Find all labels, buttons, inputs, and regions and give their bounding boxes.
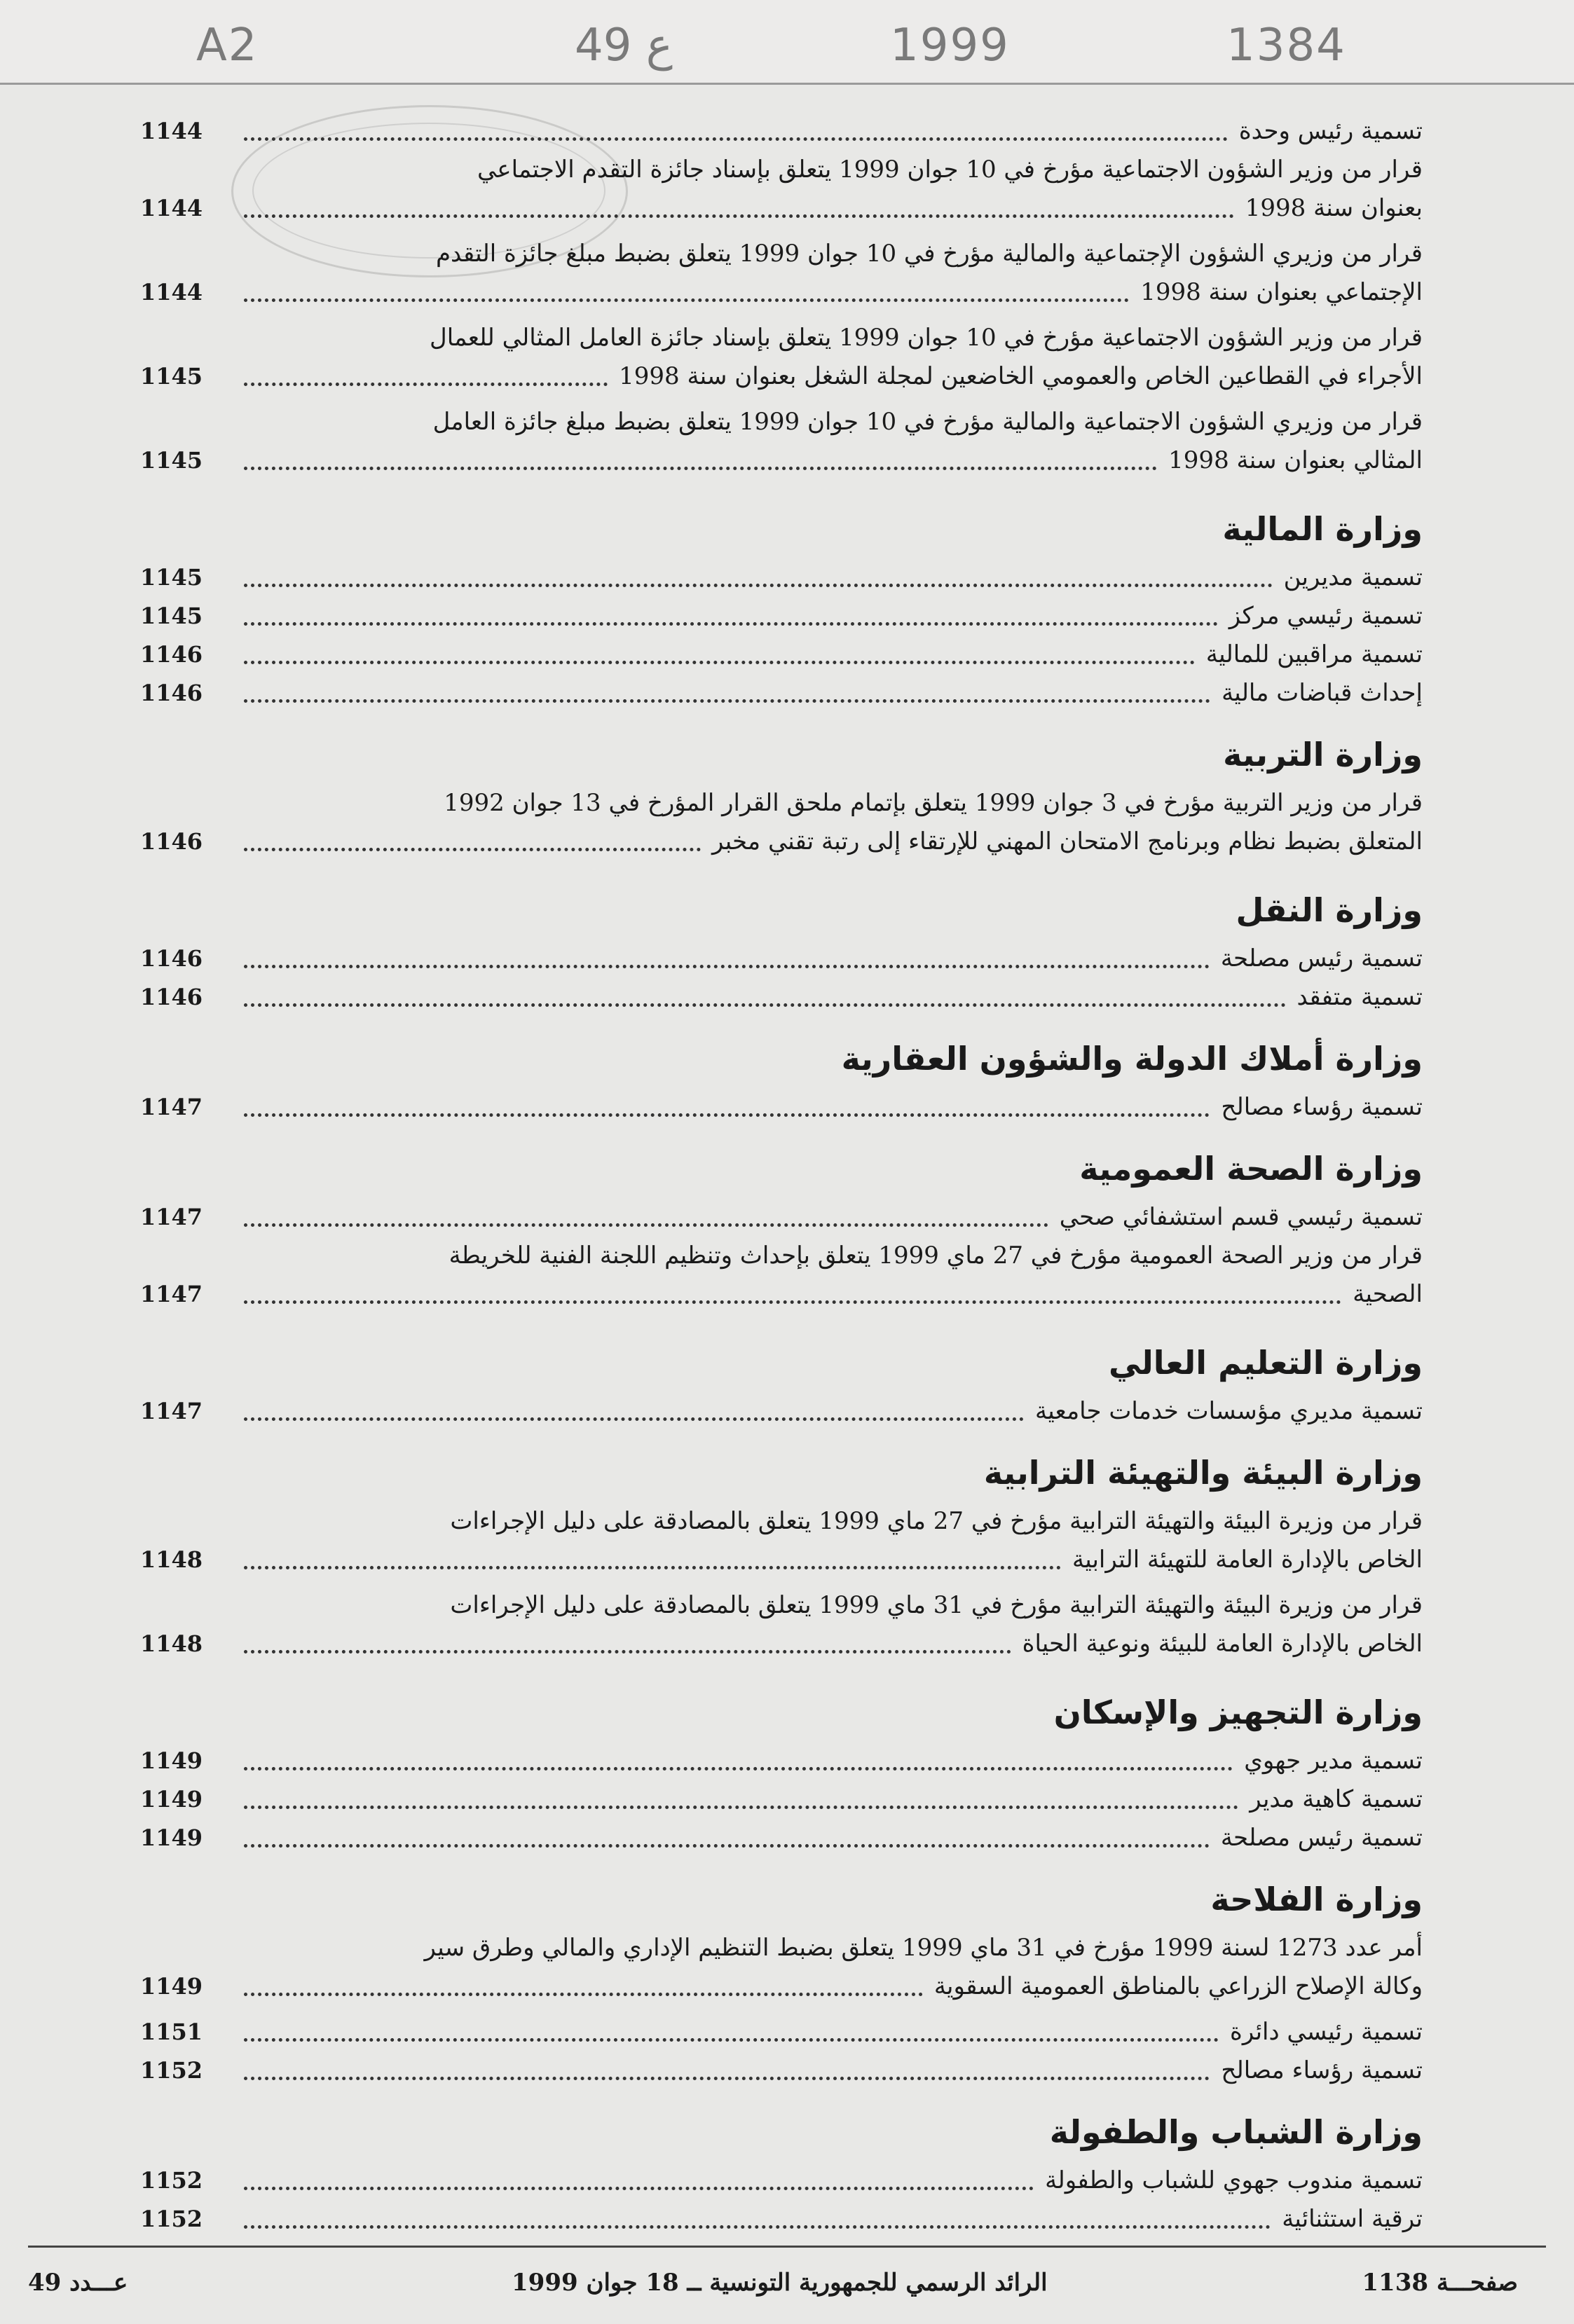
entry-line: [238, 1541, 1423, 1579]
dot-leader: [244, 1844, 1210, 1848]
toc-section: [140, 1038, 1423, 1127]
toc-entry: [140, 2161, 1423, 2200]
toc-entry: [140, 403, 1423, 480]
entry-line-text: تسمية رئيس مصلحة: [1220, 944, 1423, 972]
toc-section: [140, 734, 1423, 868]
entry-spacer: [140, 480, 1423, 487]
handwritten-note-left: A2: [196, 20, 259, 71]
section-heading: وزارة التربية: [1223, 736, 1423, 773]
dot-leader: [244, 622, 1218, 626]
dot-leader: [244, 1993, 923, 1996]
entry-text: [238, 1819, 1423, 1857]
footer-issue: عـــدد 49: [28, 2269, 128, 2297]
entry-line: [238, 1088, 1423, 1127]
page-number: 1149: [140, 1824, 203, 1851]
page-number: 1146: [140, 680, 203, 706]
page-number: 1145: [140, 603, 203, 629]
entry-line: [238, 1819, 1423, 1857]
entry-line-text: المتعلق بضبط نظام وبرنامج الامتحان المهني للإرتقاء إلى رتبة تقني مخبر: [711, 827, 1423, 855]
dot-leader: [244, 467, 1157, 470]
entry-line-text: تسمية رئيسي دائرة: [1230, 2018, 1423, 2046]
top-rule: [0, 83, 1574, 85]
toc-entry: [140, 1088, 1423, 1127]
entry-text: [238, 112, 1423, 151]
footer-publication: الرائد الرسمي للجمهورية التونسية ــ 18 جوان 1999: [512, 2269, 1048, 2297]
entry-line: [238, 635, 1423, 674]
entry-spacer: [140, 2006, 1423, 2013]
entry-text: [238, 1502, 1423, 1579]
entry-text: [238, 2013, 1423, 2051]
entry-line: [238, 2013, 1423, 2051]
page-number: 1146: [140, 828, 203, 855]
entry-line: قرار من وزيري الشؤون الإجتماعية والمالية مؤرخ في 10 جوان 1999 يتعلق بضبط مبلغ جائزة التقدم: [436, 240, 1423, 268]
toc-entry: [140, 940, 1423, 978]
section-heading: وزارة أملاك الدولة والشؤون العقارية: [841, 1040, 1423, 1078]
toc-section: [140, 1878, 1423, 2090]
entry-text: [238, 2200, 1423, 2239]
page-number: 1152: [140, 2206, 203, 2232]
dot-leader: [244, 383, 608, 386]
section-heading: وزارة التجهيز والإسكان: [1053, 1693, 1423, 1731]
entry-line: [238, 1742, 1423, 1780]
page-number: 1146: [140, 945, 203, 972]
entry-line-text: تسمية رئيس مصلحة: [1220, 1824, 1423, 1852]
toc-entry: [140, 1502, 1423, 1579]
entry-line-text: بعنوان سنة 1998: [1245, 194, 1423, 222]
toc-entry: [140, 784, 1423, 861]
section-heading: وزارة الصحة العمومية: [1079, 1150, 1423, 1188]
dot-leader: [244, 584, 1273, 587]
entry-line-text: إحداث قباضات مالية: [1221, 679, 1423, 707]
entry-spacer: [140, 396, 1423, 403]
dot-leader: [244, 965, 1210, 968]
dot-leader: [244, 2038, 1219, 2042]
entry-text: [238, 1929, 1423, 2006]
entry-text: [238, 1586, 1423, 1663]
dot-leader: [244, 1223, 1048, 1227]
page-number: 1147: [140, 1281, 203, 1307]
entry-line-text: تسمية مدير جهوي: [1244, 1747, 1423, 1775]
entry-text: [238, 1198, 1423, 1237]
entry-line: [238, 189, 1423, 228]
entry-spacer: [140, 228, 1423, 235]
page-number: 1145: [140, 564, 203, 591]
entry-line: [238, 357, 1423, 396]
handwritten-note-issue: 49 ع: [575, 20, 673, 71]
page-number: 1147: [140, 1204, 203, 1230]
entry-text: [238, 1088, 1423, 1127]
dot-leader: [244, 848, 701, 851]
table-of-contents: [140, 112, 1423, 2239]
toc-entry: [140, 2013, 1423, 2051]
entry-line: [238, 558, 1423, 597]
page-number: 1149: [140, 1786, 203, 1813]
page-number: 1152: [140, 2057, 203, 2084]
dot-leader: [244, 1566, 1061, 1569]
entry-text: [238, 1237, 1423, 1314]
entry-line-text: تسمية رئيسي قسم استشفائي صحي: [1059, 1203, 1423, 1231]
entry-line: قرار من وزير الشؤون الاجتماعية مؤرخ في 10 جوان 1999 يتعلق بإسناد جائزة التقدم الاجتماعي: [477, 156, 1423, 184]
entry-line-text: تسمية رؤساء مصالح: [1221, 2056, 1423, 2084]
dot-leader: [244, 214, 1234, 218]
toc-entry: [140, 1237, 1423, 1314]
dot-leader: [244, 1650, 1011, 1653]
dot-leader: [244, 137, 1228, 141]
toc-entry: [140, 2200, 1423, 2239]
toc-entry: [140, 1780, 1423, 1819]
page-number: 1147: [140, 1094, 203, 1120]
entry-line-text: تسمية رئيسي مركز: [1229, 602, 1423, 630]
toc-entry: [140, 978, 1423, 1017]
entry-line: [238, 2200, 1423, 2239]
entry-line: [238, 823, 1423, 861]
entry-line-text: تسمية مديري مؤسسات خدمات جامعية: [1035, 1397, 1423, 1425]
toc-section: [140, 1148, 1423, 1321]
dot-leader: [244, 699, 1210, 703]
toc-section: [140, 2111, 1423, 2239]
toc-entry: [140, 1742, 1423, 1780]
toc-entry: [140, 235, 1423, 312]
section-heading: وزارة الشباب والطفولة: [1049, 2113, 1423, 2151]
entry-line-text: وكالة الإصلاح الزراعي بالمناطق العمومية السقوية: [933, 1972, 1423, 2000]
entry-line: [238, 1392, 1423, 1431]
dot-leader: [244, 2077, 1210, 2080]
handwritten-note-number: 1384: [1226, 20, 1346, 71]
entry-line-text: تسمية كاهية مدير: [1250, 1785, 1423, 1813]
entry-spacer: [140, 861, 1423, 868]
entry-text: [238, 784, 1423, 861]
dot-leader: [244, 661, 1195, 664]
toc-section: [140, 508, 1423, 713]
toc-section: [140, 1342, 1423, 1431]
entry-text: [238, 319, 1423, 396]
entry-line: قرار من وزيرة البيئة والتهيئة الترابية مؤرخ في 27 ماي 1999 يتعلق بالمصادقة على دليل الإجراءات: [450, 1507, 1423, 1535]
entry-line: [238, 1275, 1423, 1314]
section-heading: وزارة النقل: [1236, 891, 1423, 929]
entry-text: [238, 558, 1423, 597]
entry-text: [238, 1392, 1423, 1431]
entry-text: [238, 597, 1423, 635]
toc-entry: [140, 558, 1423, 597]
entry-line-text: الخاص بالإدارة العامة للتهيئة الترابية: [1072, 1546, 1423, 1574]
page-number: 1147: [140, 1398, 203, 1424]
toc-section: [140, 1691, 1423, 1857]
entry-text: [238, 674, 1423, 713]
entry-line-text: الأجراء في القطاعين الخاص والعمومي الخاضعين لمجلة الشغل بعنوان سنة 1998: [619, 362, 1423, 390]
toc-entry: [140, 151, 1423, 228]
entry-text: [238, 635, 1423, 674]
footer-rule: [28, 2246, 1546, 2248]
entry-line: [238, 940, 1423, 978]
entry-line: قرار من وزير الشؤون الاجتماعية مؤرخ في 10 جوان 1999 يتعلق بإسناد جائزة العامل المثالي للعمال: [430, 324, 1423, 352]
entry-line-text: ترقية استثنائية: [1282, 2205, 1423, 2233]
entry-spacer: [140, 312, 1423, 319]
entry-line-text: تسمية رئيس وحدة: [1238, 117, 1423, 145]
entry-line-text: الصحية: [1353, 1280, 1423, 1308]
toc-section: [140, 112, 1423, 487]
toc-entry: [140, 2051, 1423, 2090]
section-heading: وزارة البيئة والتهيئة الترابية: [983, 1454, 1423, 1492]
entry-text: [238, 940, 1423, 978]
entry-line-text: المثالي بعنوان سنة 1998: [1168, 446, 1423, 474]
entry-spacer: [140, 1314, 1423, 1321]
dot-leader: [244, 2225, 1271, 2229]
toc-entry: [140, 674, 1423, 713]
entry-line: [238, 1198, 1423, 1237]
page-number: 1146: [140, 641, 203, 668]
footer-page-label: صفحـــة 1138: [1362, 2269, 1518, 2297]
entry-line: قرار من وزيري الشؤون الاجتماعية والمالية مؤرخ في 10 جوان 1999 يتعلق بضبط مبلغ جائزة العامل: [432, 408, 1423, 436]
dot-leader: [244, 1003, 1286, 1007]
toc-entry: [140, 1929, 1423, 2006]
entry-line: [238, 2161, 1423, 2200]
entry-line: [238, 1625, 1423, 1663]
entry-line-text: تسمية متفقد: [1296, 983, 1423, 1011]
entry-text: [238, 403, 1423, 480]
entry-line: [238, 273, 1423, 312]
entry-text: [238, 235, 1423, 312]
entry-line-text: تسمية مديرين: [1283, 563, 1423, 591]
entry-line: أمر عدد 1273 لسنة 1999 مؤرخ في 31 ماي 1999 يتعلق بضبط التنظيم الإداري والمالي وطرق سير: [424, 1934, 1423, 1962]
section-heading: وزارة الفلاحة: [1210, 1880, 1423, 1918]
toc-entry: [140, 1392, 1423, 1431]
page-number: 1146: [140, 984, 203, 1010]
page-number: 1151: [140, 2019, 203, 2045]
entry-line: [238, 112, 1423, 151]
page-number: 1148: [140, 1546, 203, 1573]
entry-text: [238, 2051, 1423, 2090]
entry-line: [238, 674, 1423, 713]
entry-text: [238, 151, 1423, 228]
page-number: 1144: [140, 195, 203, 221]
toc-entry: [140, 1819, 1423, 1857]
toc-entry: [140, 319, 1423, 396]
entry-spacer: [140, 1663, 1423, 1670]
entry-line: [238, 2051, 1423, 2090]
toc-entry: [140, 597, 1423, 635]
entry-text: [238, 1742, 1423, 1780]
entry-text: [238, 2161, 1423, 2200]
entry-line: [238, 597, 1423, 635]
dot-leader: [244, 1113, 1210, 1117]
entry-line-text: الخاص بالإدارة العامة للبيئة ونوعية الحياة: [1022, 1630, 1423, 1658]
page-number: 1145: [140, 363, 203, 390]
page-number: 1152: [140, 2167, 203, 2194]
dot-leader: [244, 1806, 1238, 1809]
entry-line-text: تسمية رؤساء مصالح: [1221, 1093, 1423, 1121]
toc-entry: [140, 112, 1423, 151]
section-heading: وزارة المالية: [1222, 510, 1423, 548]
page-number: 1144: [140, 279, 203, 305]
dot-leader: [244, 1767, 1233, 1770]
entry-line: [238, 1780, 1423, 1819]
toc-entry: [140, 1198, 1423, 1237]
toc-section: [140, 1452, 1423, 1670]
dot-leader: [244, 1300, 1341, 1304]
toc-entry: [140, 635, 1423, 674]
entry-line: قرار من وزير التربية مؤرخ في 3 جوان 1999 يتعلق بإتمام ملحق القرار المؤرخ في 13 جوان 1992: [444, 789, 1423, 817]
page-number: 1145: [140, 447, 203, 474]
entry-line: [238, 1967, 1423, 2006]
entry-text: [238, 1780, 1423, 1819]
entry-line: قرار من وزيرة البيئة والتهيئة الترابية مؤرخ في 31 ماي 1999 يتعلق بالمصادقة على دليل الإجراءات: [450, 1591, 1423, 1619]
entry-line-text: تسمية مراقبين للمالية: [1205, 640, 1423, 668]
entry-line: [238, 978, 1423, 1017]
page-number: 1144: [140, 118, 203, 144]
toc-section: [140, 889, 1423, 1017]
dot-leader: [244, 298, 1129, 302]
entry-line-text: تسمية مندوب جهوي للشباب والطفولة: [1045, 2166, 1423, 2194]
dot-leader: [244, 1417, 1024, 1421]
entry-line: قرار من وزير الصحة العمومية مؤرخ في 27 ماي 1999 يتعلق بإحداث وتنظيم اللجنة الفنية للخريطة: [449, 1242, 1423, 1270]
entry-line: [238, 441, 1423, 480]
page-number: 1149: [140, 1973, 203, 2000]
section-heading: وزارة التعليم العالي: [1108, 1344, 1423, 1382]
toc-entry: [140, 1586, 1423, 1663]
dot-leader: [244, 2187, 1034, 2190]
handwritten-note-year: 1999: [890, 20, 1010, 71]
entry-spacer: [140, 1579, 1423, 1586]
page-number: 1148: [140, 1630, 203, 1657]
page-number: 1149: [140, 1747, 203, 1774]
entry-line-text: الإجتماعي بعنوان سنة 1998: [1140, 278, 1423, 306]
entry-text: [238, 978, 1423, 1017]
